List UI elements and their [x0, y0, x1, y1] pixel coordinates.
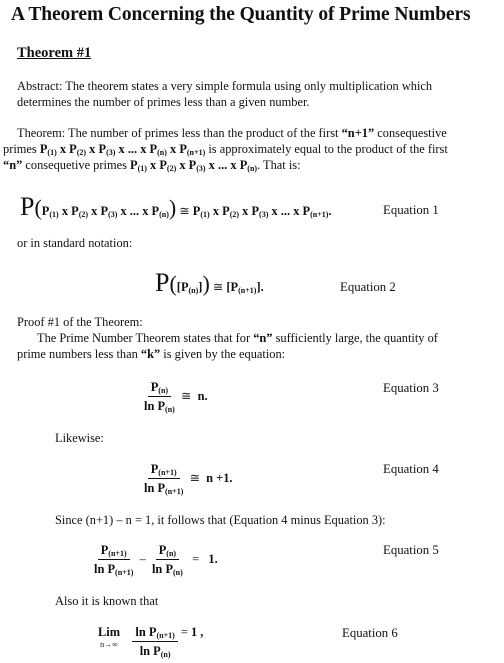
theorem-line-2: [3, 141, 448, 157]
equation-6: Lim n→∞ $\frac{\ln P_{(n+1)}}{\ln P_{(n)}}$ = 1 ,: [98, 625, 204, 659]
theorem-text: consequetive primes: [22, 158, 130, 172]
theorem-text: primes: [3, 142, 40, 156]
likewise-text: Likewise:: [55, 431, 104, 445]
document-title: A Theorem Concerning the Quantity of Prime Numbers: [11, 4, 471, 25]
theorem-heading: Theorem #1: [17, 45, 92, 61]
equation-5-label: Equation 5: [383, 543, 439, 557]
eq5-fraction-2: $\frac{P_{(n)}}{\ln P_{(n)}}$: [151, 543, 183, 577]
proof-heading: Proof #1 of the Theorem:: [17, 315, 143, 329]
eq5-fraction-1: $\frac{P_{(n+1)}}{\ln P_{(n+1)}}$: [94, 543, 134, 577]
theorem-text: consequestive: [374, 126, 447, 140]
theorem-text: is approximately equal to the product of the first: [205, 142, 448, 156]
theorem-line-3: [3, 157, 448, 173]
notation-text: or in standard notation:: [17, 236, 133, 250]
theorem-n-plus-1: “n+1”: [341, 126, 375, 140]
abstract-paragraph: [17, 78, 432, 110]
equation-1-label: Equation 1: [383, 203, 439, 217]
limit-operator: Lim n→∞: [98, 625, 121, 649]
theorem-text: Theorem: The number of primes less than the product of the first: [17, 126, 342, 140]
equation-4: $\frac{P_{(n+1)}}{\ln P_{(n+1)}}$ ≅ n +1.: [144, 462, 233, 496]
eq3-fraction: $\frac{P_{(n)}}{\ln P_{(n)}}$: [144, 380, 175, 414]
theorem-n: “n”: [3, 158, 23, 172]
equation-3: $\frac{P_{(n)}}{\ln P_{(n)}}$ ≅ n.: [144, 380, 208, 414]
proof-line-2: prime numbers less than “k” is given by the equation:: [17, 347, 286, 361]
eq4-fraction: $\frac{P_{(n+1)}}{\ln P_{(n+1)}}$: [144, 462, 184, 496]
equation-4-label: Equation 4: [383, 462, 439, 476]
equation-1: $P(P_{(1)}$ x $P_{(2)}$ x $P_{(3)}$ x ... x $P_{(n)}$) ≅ $P_{(1)}$ x $P_{(2)}$ x $P_{(3)}$ x ... x $P_{(n+1)}$.: [20, 192, 332, 221]
theorem-statement: [3, 125, 448, 173]
theorem-line-1: [3, 125, 448, 141]
theorem-product-n-plus-1: $P_{(1)}$ x $P_{(2)}$ x $P_{(3)}$ x ... x $P_{(n)}$ x $P_{(n+1)}$: [39, 142, 206, 157]
equation-2-label: Equation 2: [340, 280, 396, 294]
equation-5: $\frac{P_{(n+1)}}{\ln P_{(n+1)}}$ – $\frac{P_{(n)}}{\ln P_{(n)}}$ = 1.: [94, 543, 218, 577]
equation-3-label: Equation 3: [383, 381, 439, 395]
abstract-line-1: Abstract: The theorem states a very simple formula using only multiplication which: [17, 79, 433, 93]
equation-2: $P([P_{(n)}])$ ≅ $[P_{(n+1)}]$.: [155, 268, 264, 297]
since-text: Since (n+1) – n = 1, it follows that (Equation 4 minus Equation 3):: [55, 513, 386, 527]
equation-6-label: Equation 6: [342, 626, 398, 640]
theorem-product-n: $P_{(1)}$ x $P_{(2)}$ x $P_{(3)}$ x ... x $P_{(n)}$: [130, 158, 258, 173]
proof-line-1: The Prime Number Theorem states that for “n” sufficiently large, the quantity of: [37, 331, 438, 345]
also-text: Also it is known that: [55, 594, 159, 608]
abstract-line-2: determines the number of primes less than a given number.: [17, 95, 310, 109]
theorem-text: . That is:: [257, 158, 301, 172]
eq6-fraction: $\frac{\ln P_{(n+1)}}{\ln P_{(n)}}$: [132, 625, 177, 659]
